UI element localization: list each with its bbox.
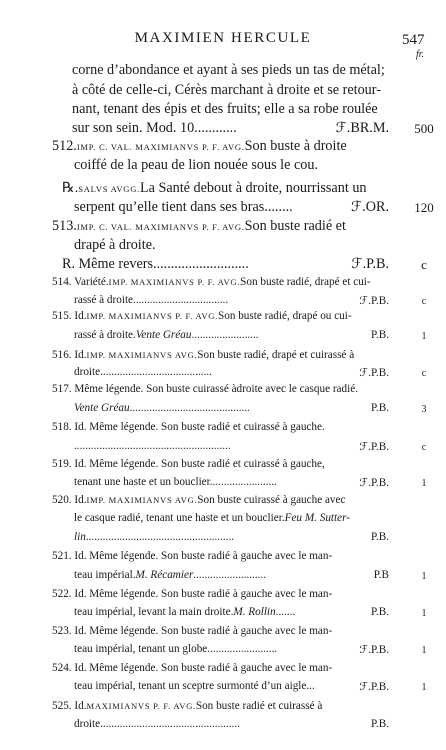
text-line xyxy=(52,276,389,294)
metal-size: ℱ.P.B. xyxy=(359,644,389,656)
italic-note: M. Rollin xyxy=(233,606,276,618)
line-text: le casque radié, tenant une haste et un bouclier. xyxy=(74,512,285,524)
legend-smallcaps: SALVS AVGG. xyxy=(78,184,140,194)
legend-smallcaps: IMP. MAXIMIANVS AVG. xyxy=(86,495,198,505)
line-text: Son buste radié, drapé ou cui- xyxy=(218,310,352,322)
line-text: droite.................................................. xyxy=(74,718,240,730)
metal-size: ℱ.P.B. xyxy=(359,295,389,307)
line-text: 514. Variété. xyxy=(52,276,109,288)
rarity-value: 120 xyxy=(414,200,434,215)
text-line xyxy=(74,440,335,458)
line-text: 513. xyxy=(52,218,77,234)
text-line xyxy=(52,421,389,439)
line-text: Son buste radié, drapé et cuirassé à xyxy=(197,349,355,361)
line-text: 520. Id. xyxy=(52,494,87,506)
line-text: 512. xyxy=(52,138,77,154)
rarity-value: 3 xyxy=(421,404,427,415)
italic-note: Vente Gréau xyxy=(135,329,192,341)
text-line xyxy=(74,606,335,624)
rarity-value: 1 xyxy=(421,478,427,489)
text-line xyxy=(62,180,389,198)
text-line xyxy=(52,218,389,236)
text-line xyxy=(52,700,389,718)
line-text: 519. Id. Même légende. Son buste radié et cuirassé à gauche, xyxy=(52,458,325,470)
metal-size: ℱ.OR. xyxy=(351,199,389,215)
italic-note: Vente Gréau xyxy=(74,402,130,414)
text-line xyxy=(72,82,389,100)
metal-size: ℱ.P.B. xyxy=(351,256,389,272)
rarity-value: 1 xyxy=(421,645,427,656)
metal-size: P.B. xyxy=(370,718,389,730)
line-text: tenant une haste et un bouclier........................ xyxy=(74,476,277,488)
page-number: 547 xyxy=(402,32,425,48)
line-text: droite........................................ xyxy=(74,366,212,378)
legend-smallcaps: IMP. C. VAL. MAXIMIANVS P. F. AVG. xyxy=(76,222,245,232)
text-line xyxy=(74,157,389,175)
line-text: teau impérial, tenant un globe......................... xyxy=(74,643,278,655)
text-line xyxy=(74,402,335,420)
line-text: 521. Id. Même légende. Son buste radié à gauche avec le man- xyxy=(52,550,333,562)
line-text: ........................ xyxy=(191,329,259,341)
text-line xyxy=(74,199,335,217)
line-text: teau impérial. xyxy=(74,569,136,581)
line-text: coiffé de la peau de lion nouée sous le cou. xyxy=(74,157,318,173)
rarity-value: 1 xyxy=(421,331,427,342)
metal-size: P.B. xyxy=(370,606,389,618)
line-text: La Santé debout à droite, nourrissant un xyxy=(139,180,367,196)
text-line xyxy=(74,329,335,347)
rarity-value: c xyxy=(421,257,427,272)
text-line xyxy=(52,494,389,512)
text-line xyxy=(74,366,335,384)
line-text: ........................................... xyxy=(129,402,250,414)
text-line xyxy=(52,625,389,643)
line-text: rassé à droite. xyxy=(74,329,136,341)
text-line xyxy=(74,569,335,587)
text-line xyxy=(74,531,335,549)
text-line xyxy=(72,120,335,138)
line-text: Son buste cuirassé à gauche avec xyxy=(197,494,346,506)
line-text: 525. Id. xyxy=(52,700,87,712)
legend-smallcaps: IMP. MAXIMIANVS P. F. AVG. xyxy=(108,277,241,287)
rarity-value: 1 xyxy=(421,571,427,582)
metal-size: ℱ.P.B. xyxy=(359,477,389,489)
rarity-value: 500 xyxy=(414,121,434,136)
line-text: Son buste à droite xyxy=(244,138,347,154)
line-text: 518. Id. Même légende. Son buste radié et cuirassé à gauche. xyxy=(52,421,325,433)
text-line xyxy=(62,256,335,274)
line-text: corne d’abondance et ayant à ses pieds un tas de métal; xyxy=(72,62,385,78)
text-line xyxy=(52,662,389,680)
line-text: serpent qu’elle tient dans ses bras........ xyxy=(74,199,293,215)
line-text: ..................................................... xyxy=(85,531,235,543)
line-text: .......................... xyxy=(193,569,267,581)
line-text: Son buste radié et cuirassé à xyxy=(195,700,323,712)
rarity-value: c xyxy=(421,296,427,307)
metal-size: ℱ.P.B. xyxy=(359,441,389,453)
text-line xyxy=(74,512,389,530)
text-line xyxy=(74,680,335,698)
line-text: 515. Id. xyxy=(52,310,87,322)
line-text: teau impérial, levant la main droite. xyxy=(74,606,234,618)
line-text: Son buste radié, drapé et cui- xyxy=(240,276,371,288)
line-text: teau impérial, tenant un sceptre surmonté d’un aigle... xyxy=(74,680,315,692)
legend-smallcaps: IMP. MAXIMIANVS P. F. AVG. xyxy=(86,311,218,321)
line-text: Son buste radié et xyxy=(244,218,346,234)
metal-size: P.B. xyxy=(370,402,389,414)
rarity-value: c xyxy=(421,368,427,379)
rarity-value: 1 xyxy=(421,608,427,619)
metal-size: P.B. xyxy=(370,531,389,543)
unit-label: fr. xyxy=(416,49,425,60)
line-text: 524. Id. Même légende. Son buste radié à gauche avec le man- xyxy=(52,662,333,674)
line-text: nant, tenant des épis et des fruits; elle a sa robe roulée xyxy=(72,101,378,117)
text-line xyxy=(52,383,389,401)
line-text: 516. Id. xyxy=(52,349,87,361)
line-text: sur son sein. Mod. 10............ xyxy=(72,120,237,136)
text-line xyxy=(52,550,389,568)
line-text: rassé à droite.................................. xyxy=(74,294,229,306)
metal-size: ℱ.P.B. xyxy=(359,367,389,379)
line-text: 517. Même légende. Son buste cuirassé àdroite avec le casque radié. xyxy=(52,383,358,395)
line-text: ℞. xyxy=(62,180,79,196)
legend-smallcaps: IMP. C. VAL. MAXIMIANVS P. F. AVG. xyxy=(76,142,245,152)
text-line xyxy=(52,349,389,367)
rarity-value: 1 xyxy=(421,682,427,693)
text-line xyxy=(74,476,335,494)
text-line xyxy=(52,310,389,328)
line-text: ....... xyxy=(275,606,296,618)
line-text: R. Même revers........................... xyxy=(62,256,249,272)
italic-note: Feu M. Sutter- xyxy=(284,512,350,524)
italic-note: M. Récamier xyxy=(135,569,194,581)
metal-size: ℱ.P.B. xyxy=(359,681,389,693)
text-line xyxy=(74,643,335,661)
line-text: à côté de celle-ci, Cérès marchant à droite et se retour- xyxy=(72,82,381,98)
text-line xyxy=(52,138,389,156)
running-title: MAXIMIEN HERCULE xyxy=(134,30,312,46)
text-line xyxy=(74,237,389,255)
text-line xyxy=(52,588,389,606)
rarity-value: c xyxy=(421,442,427,453)
italic-note: lin xyxy=(74,531,86,543)
metal-size: ℱ.BR.M. xyxy=(335,120,389,136)
text-line xyxy=(72,101,389,119)
text-line xyxy=(52,458,389,476)
metal-size: P.B. xyxy=(370,329,389,341)
metal-size: P.B xyxy=(373,569,389,581)
legend-smallcaps: MAXIMIANVS P. F. AVG. xyxy=(86,701,196,711)
line-text: drapé à droite. xyxy=(74,237,156,253)
text-line xyxy=(74,718,335,736)
line-text: 523. Id. Même légende. Son buste radié à gauche avec le man- xyxy=(52,625,333,637)
line-text: 522. Id. Même légende. Son buste radié à gauche avec le man- xyxy=(52,588,333,600)
line-text: ........................................................ xyxy=(74,440,231,452)
legend-smallcaps: IMP. MAXIMIANVS AVG. xyxy=(86,350,198,360)
text-line xyxy=(72,62,389,80)
